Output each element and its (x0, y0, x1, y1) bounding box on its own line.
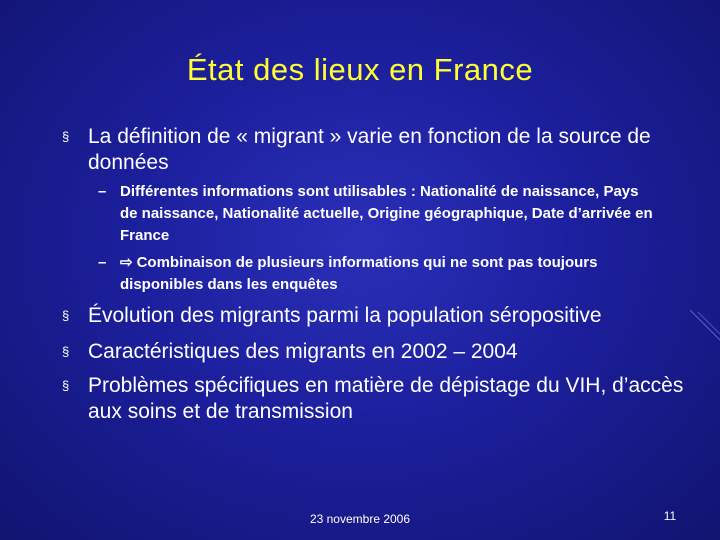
bullet-item (62, 124, 702, 176)
sub-bullet-content (120, 252, 658, 296)
bullet-marker: § (62, 378, 70, 393)
bullet-item (62, 339, 702, 365)
slide-title: État des lieux en France (186, 52, 534, 87)
bullet-item (62, 303, 702, 329)
bullet-marker: § (62, 344, 70, 359)
bullet-text: La définition de « migrant » varie en fonction de la source de données (88, 125, 651, 174)
bullet-text: Caractéristiques des migrants en 2002 – 2004 (88, 340, 518, 363)
bullet-text: Problèmes spécifiques en matière de dépistage du VIH, d’accès aux soins et de transmission (88, 374, 684, 423)
sub-bullet-marker: – (98, 254, 107, 271)
arrow-right-icon: ⇨ (120, 254, 133, 271)
bullet-item (62, 373, 702, 425)
footer-date: 23 novembre 2006 (309, 512, 411, 526)
sub-bullet-text: Combinaison de plusieurs informations qui ne sont pas toujours disponibles dans les enquêtes (120, 254, 598, 293)
page-number: 11 (663, 509, 677, 523)
bullet-text: Évolution des migrants parmi la population séropositive (88, 304, 602, 327)
bullet-marker: § (62, 308, 70, 323)
bullet-marker: § (62, 129, 70, 144)
sub-bullet-item (98, 252, 658, 296)
sub-bullet-marker: – (98, 183, 107, 200)
sub-bullet-text: Différentes informations sont utilisables : Nationalité de naissance, Pays de naissance, Nationalité actuelle, Origine géographique, Date d’arrivée en France (120, 183, 653, 244)
sub-bullet-item (98, 181, 658, 247)
